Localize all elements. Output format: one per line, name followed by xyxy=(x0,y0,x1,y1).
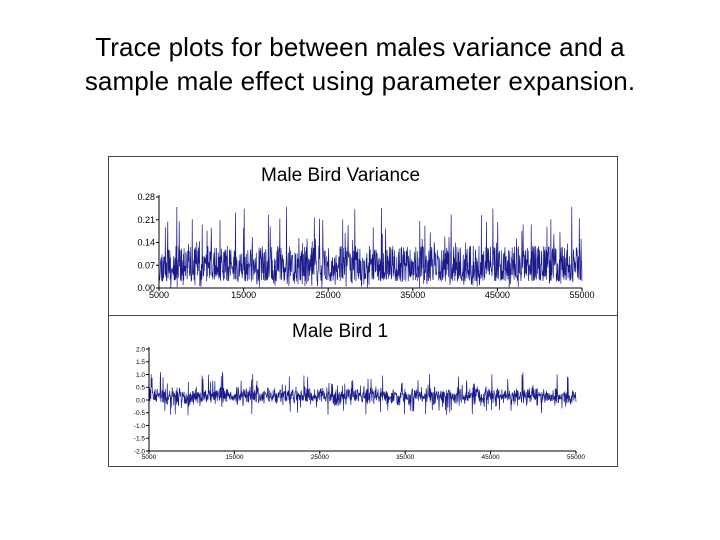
slide-title xyxy=(0,30,720,98)
male-bird-y-tick-label: -0.5 xyxy=(133,410,145,418)
slide-title-line-2: sample male effect using parameter expansion. xyxy=(84,66,636,96)
male-bird-y-tick-label: 0.0 xyxy=(135,397,145,405)
variance-x-tick-label: 45000 xyxy=(484,290,510,300)
male-bird-panel-title: Male Bird 1 xyxy=(292,321,389,342)
variance-x-tick-label: 35000 xyxy=(400,290,426,300)
male-bird-y-tick-label: 0.5 xyxy=(135,384,145,392)
variance-x-tick-label: 55000 xyxy=(569,290,595,300)
variance-x-tick-label: 5000 xyxy=(148,290,170,300)
male-bird-trace-line xyxy=(149,372,576,415)
male-bird-y-tick-label: -2.0 xyxy=(133,448,145,456)
male-bird-y-tick-label: -1.0 xyxy=(133,422,145,430)
slide-title-line-1: Trace plots for between males variance and a xyxy=(95,32,625,62)
variance-y-tick-label: 0.07 xyxy=(137,260,155,271)
male-bird-x-tick-label: 35000 xyxy=(396,454,415,461)
male-bird-x-tick-label: 5000 xyxy=(141,454,157,461)
male-bird-x-tick-label: 45000 xyxy=(481,454,500,461)
variance-trace-line xyxy=(159,207,582,288)
variance-y-tick-label: 0.21 xyxy=(137,214,155,225)
male-bird-y-tick-label: 1.0 xyxy=(135,371,145,379)
male-bird-x-tick-label: 25000 xyxy=(310,454,329,461)
variance-trace-chart xyxy=(109,157,617,315)
variance-x-tick-label: 25000 xyxy=(315,290,341,300)
trace-plots-figure xyxy=(108,156,618,467)
male-bird-x-tick-label: 55000 xyxy=(566,454,586,461)
variance-panel-title: Male Bird Variance xyxy=(261,165,421,186)
male-bird-y-tick-label: 1.5 xyxy=(135,359,145,367)
male-bird-y-tick-label: 2.0 xyxy=(135,346,145,354)
variance-y-tick-label: 0.14 xyxy=(137,237,155,248)
variance-x-tick-label: 15000 xyxy=(231,290,257,300)
male-bird-x-tick-label: 15000 xyxy=(225,454,244,461)
male-bird-y-tick-label: -1.5 xyxy=(133,435,145,443)
male-bird-trace-chart xyxy=(109,316,617,466)
variance-y-tick-label: 0.00 xyxy=(137,283,155,294)
variance-y-tick-label: 0.28 xyxy=(137,192,155,203)
